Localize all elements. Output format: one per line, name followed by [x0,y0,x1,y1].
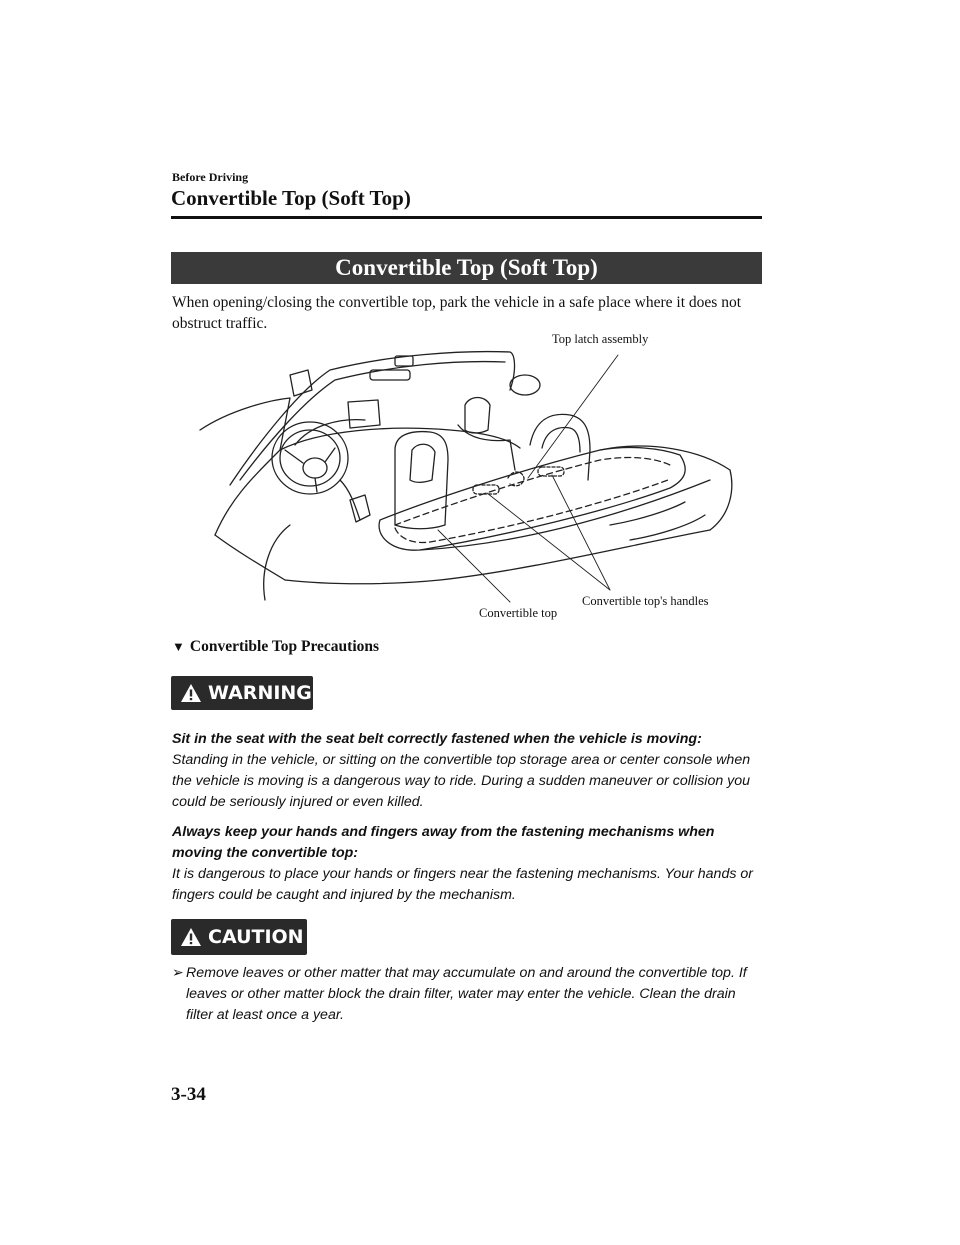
header-title: Convertible Top (Soft Top) [171,186,411,210]
warning-triangle-icon [180,683,202,703]
warning-item-2-text: It is dangerous to place your hands or fingers near the fastening mechanisms. Your hands or fingers could be caught and injured by the mechanism. [172,866,753,903]
warning-item-2 [172,822,762,906]
warning-label: WARNING [208,682,312,704]
warning-item-2-lead: Always keep your hands and fingers away from the fastening mechanisms when moving the convertible top: [172,824,715,861]
intro-paragraph: When opening/closing the convertible top, park the vehicle in a safe place where it does not obstruct traffic. [172,294,741,332]
car-illustration [190,330,750,630]
header-rule [171,216,762,219]
warning-triangle-icon [180,927,202,947]
warning-item-1-lead: Sit in the seat with the seat belt correctly fastened when the vehicle is moving: [172,731,702,747]
precautions-heading-text: Convertible Top Precautions [189,638,380,655]
section-banner: Convertible Top (Soft Top) [171,252,762,284]
warning-item-1-text: Standing in the vehicle, or sitting on the convertible top storage area or center console when the vehicle is moving is a dangerous way to ride. During a sudden maneuver or collision you could be seriously injured or even killed. [172,752,751,810]
caution-sign [171,919,307,955]
label-convertible-top: Convertible top [479,606,558,620]
warning-sign [171,676,313,710]
label-convertible-top-handles: Convertible top's handles [582,594,709,608]
caution-item-1 [172,963,762,1026]
arrow-bullet-icon: ➢ [172,965,184,981]
caution-label: CAUTION [208,926,304,948]
label-top-latch-assembly: Top latch assembly [552,332,649,346]
header-section-label: Before Driving [172,170,249,184]
triangle-down-icon: ▼ [172,639,185,654]
warning-item-1 [172,729,762,813]
page-number: 3-34 [171,1084,206,1105]
car-figure [190,330,750,630]
caution-item-1-text: Remove leaves or other matter that may accumulate on and around the convertible top. If leaves or other matter block the drain filter, water may enter the vehicle. Clean the drain filter at least once a year. [186,965,747,1023]
precautions-heading [172,638,379,656]
